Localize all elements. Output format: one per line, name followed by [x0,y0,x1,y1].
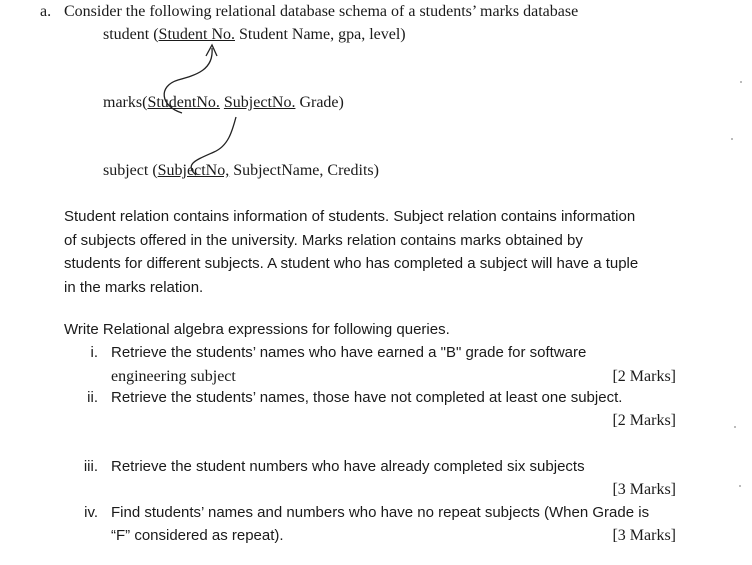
description-line: of subjects offered in the university. Marks relation contains marks obtained by [64,231,583,249]
subject-attributes: SubjectName, Credits) [229,162,379,179]
scan-speck [731,138,733,140]
paren-open: ( [148,162,158,179]
query-text: Retrieve the students’ names, those have not completed at least one subject. [111,389,623,406]
primary-key-subject-no: SubjectNo, [157,162,230,179]
primary-key-student-no: Student No. [158,26,235,43]
instruction-text: Write Relational algebra expressions for following queries. [64,321,450,338]
description-paragraph [64,205,684,299]
relation-name-subject: subject [103,162,149,179]
description-line: in the marks relation. [64,278,204,296]
query-text-cont: “F” considered as repeat). [111,527,284,544]
query-marks: [3 Marks] [612,481,676,498]
foreign-key-subject-no: SubjectNo. [223,94,296,111]
arrow-subject-to-marks [191,117,236,175]
query-numeral: iv. [84,504,98,521]
query-text: Retrieve the students’ names who have earned a "B" grade for software [111,344,587,361]
student-attributes: Student Name, gpa, level) [235,26,406,43]
foreign-key-student-no: StudentNo. [147,94,220,111]
scan-speck [734,426,736,428]
description-line: Student relation contains information of students. Subject relation contains information [64,208,636,225]
description-line: students for different subjects. A student who has completed a subject will have a tuple [64,255,639,272]
scan-speck [739,485,741,487]
query-text: Retrieve the student numbers who have already completed six subjects [111,458,585,475]
relation-name-marks: marks( [103,94,148,111]
query-marks: [2 Marks] [612,368,676,385]
marks-attributes: Grade) [295,94,344,111]
relation-name-student: student [103,26,150,43]
question-label: a. [40,3,52,20]
query-numeral: i. [90,344,98,361]
arrow-marks-to-student [164,48,212,113]
query-numeral: ii. [87,389,98,406]
query-text: Find students’ names and numbers who have no repeat subjects (When Grade is [111,504,650,521]
paren-open: ( [149,26,159,43]
scan-speck [740,81,742,83]
query-marks: [2 Marks] [612,412,676,429]
query-numeral: iii. [83,458,98,475]
query-text-cont: engineering subject [111,368,236,385]
question-intro: Consider the following relational database schema of a students’ marks database [64,3,579,20]
query-marks: [3 Marks] [612,527,676,544]
